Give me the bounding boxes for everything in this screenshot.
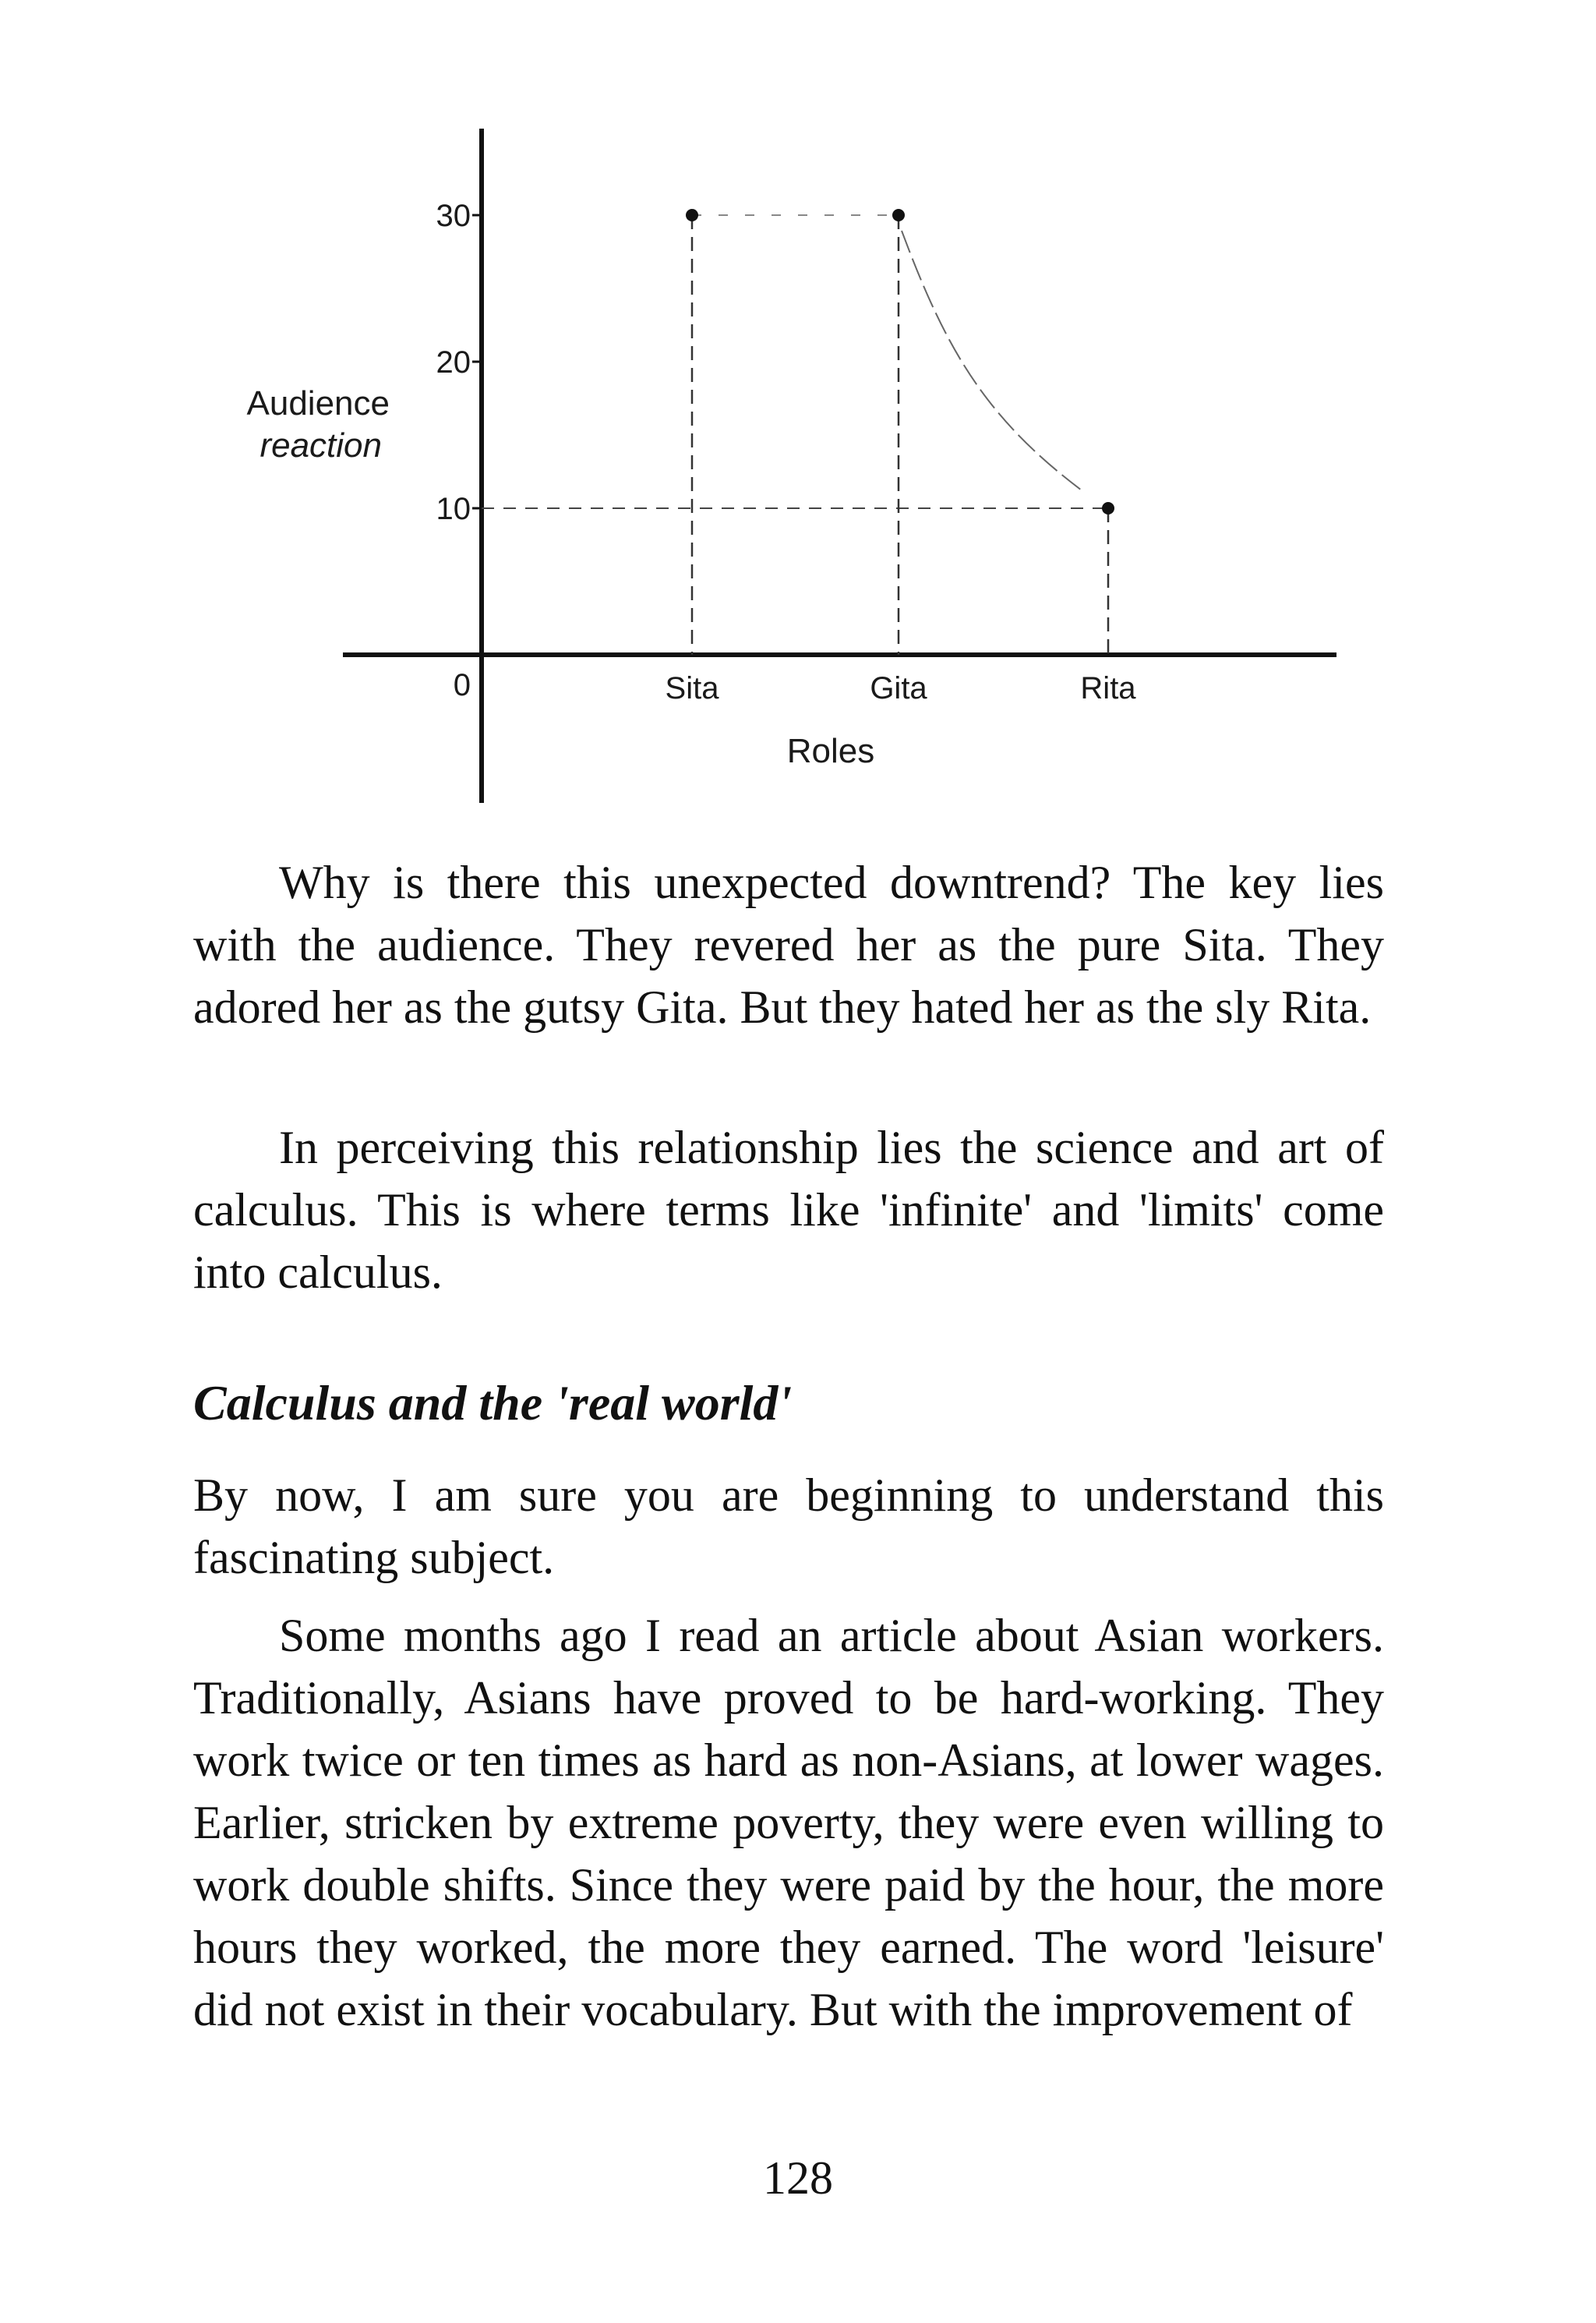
- decline-curve: [902, 231, 1085, 493]
- audience-reaction-chart: [0, 0, 1596, 826]
- paragraph-asian-workers: Some months ago I read an article about Asian workers. Traditionally, Asians have proved to be hard-working. They work twice or ten times as hard as non-Asians, at lower wages. Earlier, stricken by extreme poverty, they were even willing to work double shifts. Since they were paid by the hour, the more hours they worked, the more they earned. The word 'leisure' did not exist in their vocabulary. But with the improvement of: [193, 1610, 1384, 2035]
- y-tick-label: 10: [436, 492, 471, 526]
- y-tick-label: 20: [436, 345, 471, 380]
- data-point-gita: [892, 209, 905, 221]
- chart-marks: [482, 209, 1114, 655]
- data-point-rita: [1102, 502, 1114, 514]
- x-tick-label-gita: Gita: [870, 671, 927, 705]
- x-tick-label-rita: Rita: [1080, 671, 1136, 705]
- x-tick-label-sita: Sita: [665, 671, 719, 705]
- y-axis-label-line2: reaction: [260, 426, 382, 465]
- section-heading: Calculus and the 'real world': [193, 1375, 793, 1430]
- y-tick-label: 0: [453, 668, 471, 702]
- page-number: 128: [763, 2152, 833, 2204]
- paragraph-calculus: In perceiving this relationship lies the science and art of calculus. This is where terms like 'infinite' and 'limits' come into calculus.: [193, 1122, 1384, 1298]
- y-axis-label-line1: Audience: [246, 384, 390, 423]
- y-tick-label: 30: [436, 199, 471, 233]
- chart-axes: [343, 129, 1336, 803]
- data-point-sita: [686, 209, 698, 221]
- paragraph-by-now: By now, I am sure you are beginning to understand this fascinating subject.: [193, 1469, 1384, 1583]
- x-axis-label: Roles: [786, 732, 875, 770]
- paragraph-downtrend: Why is there this unexpected downtrend? The key lies with the audience. They revered her as the pure Sita. They adored her as the gutsy Gita. But they hated her as the sly Rita.: [193, 857, 1384, 1033]
